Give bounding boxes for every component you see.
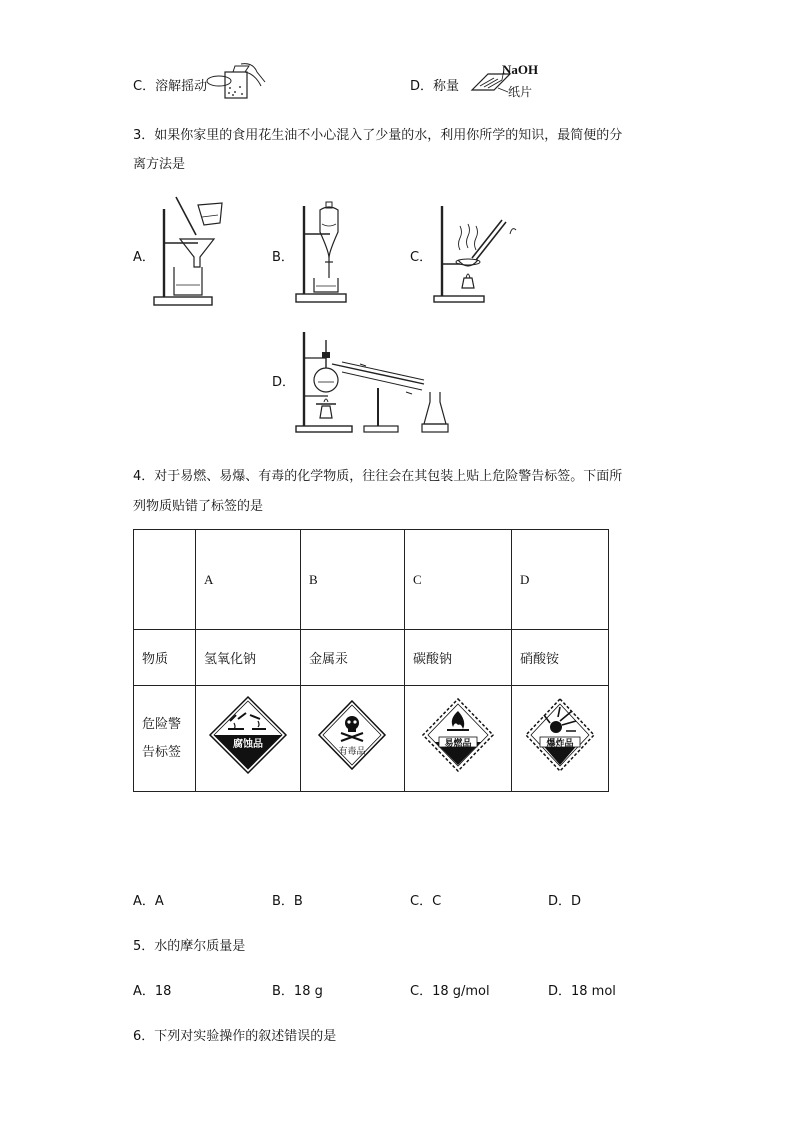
option-letter: C． xyxy=(133,79,156,94)
table-row xyxy=(134,530,609,630)
weighing-naoh-figure xyxy=(468,60,548,102)
q5-answer-a[interactable]: A．18 xyxy=(133,984,172,999)
question-text: 对于易燃、易爆、有毒的化学物质，往往会在其包装上贴上危险警告标签。下面所 xyxy=(154,469,623,484)
substance-d: 硝酸铵 xyxy=(512,630,609,686)
q6-stem xyxy=(133,1025,336,1044)
explosive-label-icon xyxy=(516,687,604,791)
q4-stem-line1 xyxy=(133,465,622,484)
q4-answer-a[interactable]: A．A xyxy=(133,894,164,909)
table-header-c: C xyxy=(405,530,512,630)
row-label-substance: 物质 xyxy=(134,630,196,686)
hazard-cell-b xyxy=(301,686,405,792)
question-number: 4． xyxy=(133,469,155,484)
table-header-b: B xyxy=(301,530,405,630)
hazard-label-table xyxy=(133,529,609,792)
table-row xyxy=(134,686,609,792)
q2-option-c xyxy=(133,75,207,94)
row-label-line: 危险警 xyxy=(142,716,182,732)
dissolve-shake-figure xyxy=(205,60,267,102)
table-header-a: A xyxy=(196,530,301,630)
q2-option-d xyxy=(410,75,459,94)
naoh-label: NaOH xyxy=(502,62,539,77)
table-corner-cell xyxy=(134,530,196,630)
question-text: 如果你家里的食用花生油不小心混入了少量的水，利用你所学的知识，最简便的分 xyxy=(154,128,623,143)
q4-answer-d[interactable]: D．D xyxy=(548,894,582,909)
q5-answer-c[interactable]: C．18 g/mol xyxy=(410,984,490,999)
q5-answer-d[interactable]: D．18 mol xyxy=(548,984,616,999)
separatory-funnel-figure xyxy=(292,198,352,304)
distillation-apparatus-figure xyxy=(294,328,458,434)
option-text: 称量 xyxy=(433,79,460,94)
q4-answer-c[interactable]: C．C xyxy=(410,894,442,909)
hazard-label-text: 易燃品 xyxy=(444,738,472,749)
substance-a: 氢氧化钠 xyxy=(196,630,301,686)
q4-answer-b[interactable]: B．B xyxy=(272,894,303,909)
question-number: 6． xyxy=(133,1029,155,1044)
table-header-d: D xyxy=(512,530,609,630)
hazard-cell-c xyxy=(405,686,512,792)
table-row xyxy=(134,630,609,686)
paper-label: 纸片 xyxy=(508,85,533,99)
q3-option-d-label: D． xyxy=(272,375,296,390)
flammable-label-icon xyxy=(409,687,507,791)
corrosive-label-icon xyxy=(200,687,296,791)
q5-answer-b[interactable]: B．18 g xyxy=(272,984,323,999)
q3-option-b-label: B． xyxy=(272,250,294,265)
filtration-apparatus-figure xyxy=(152,195,230,307)
option-text: 溶解摇动 xyxy=(155,79,208,94)
hazard-label-text: 有毒品 xyxy=(338,746,366,757)
evaporation-apparatus-figure xyxy=(432,200,522,304)
q3-stem-line2: 离方法是 xyxy=(133,157,186,172)
toxic-label-icon xyxy=(305,687,400,791)
row-label-hazard xyxy=(134,686,196,792)
question-number: 3． xyxy=(133,128,155,143)
question-number: 5． xyxy=(133,939,155,954)
q3-stem-line1 xyxy=(133,124,622,143)
substance-b: 金属汞 xyxy=(301,630,405,686)
question-text: 水的摩尔质量是 xyxy=(154,939,246,954)
question-text: 下列对实验操作的叙述错误的是 xyxy=(154,1029,337,1044)
row-label-line: 告标签 xyxy=(142,744,182,760)
hazard-label-text: 爆炸品 xyxy=(546,738,574,749)
hazard-cell-d xyxy=(512,686,609,792)
q4-stem-line2: 列物质贴错了标签的是 xyxy=(133,499,264,514)
hazard-cell-a xyxy=(196,686,301,792)
substance-c: 碳酸钠 xyxy=(405,630,512,686)
q3-option-c-label: C． xyxy=(410,250,433,265)
q3-option-a-label: A． xyxy=(133,250,155,265)
hazard-label-text: 腐蚀品 xyxy=(233,738,263,750)
option-letter: D． xyxy=(410,79,434,94)
q5-stem xyxy=(133,935,245,954)
